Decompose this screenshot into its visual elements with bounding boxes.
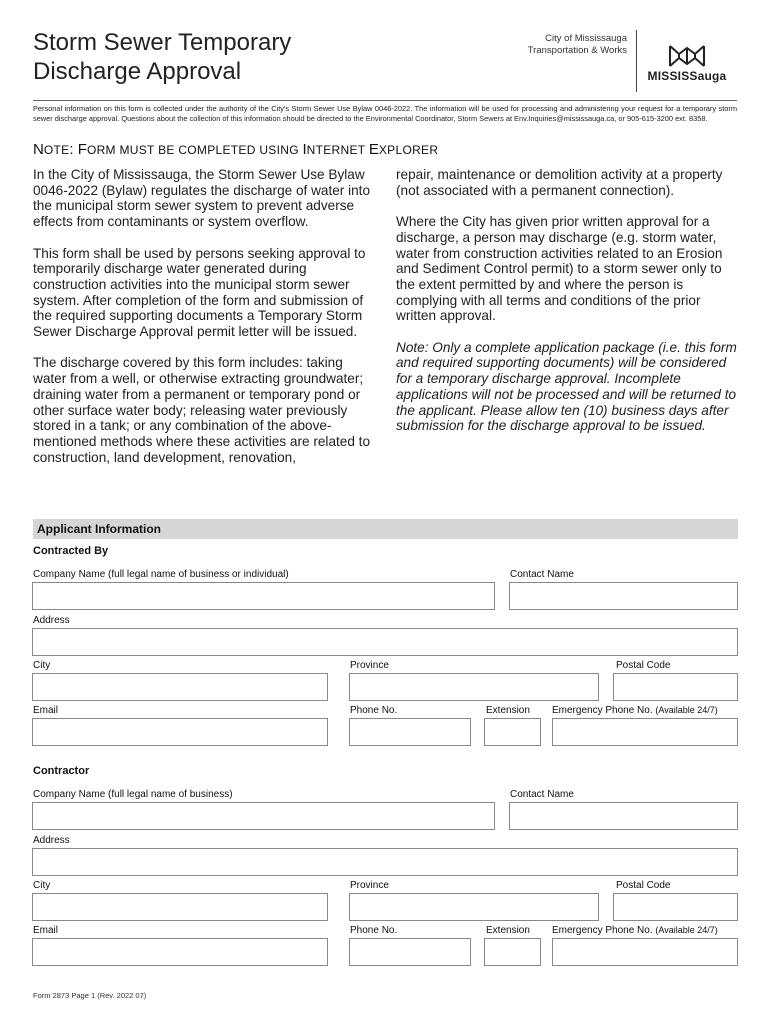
cb-postal-code-input[interactable] — [613, 673, 738, 701]
ct-city-label: City — [33, 880, 51, 891]
cb-city-label: City — [33, 660, 51, 671]
cb-extension-input[interactable] — [484, 718, 541, 746]
ct-emergency-label: Emergency Phone No. (Available 24/7) — [552, 925, 718, 936]
header-divider — [636, 30, 637, 92]
cb-company-label: Company Name (full legal name of business or individual) — [33, 569, 289, 580]
cb-address-label: Address — [33, 615, 70, 626]
ct-postal-code-input[interactable] — [613, 893, 738, 921]
contractor-heading: Contractor — [33, 765, 90, 777]
ct-company-label: Company Name (full legal name of business) — [33, 789, 233, 800]
intro-paragraph: This form shall be used by persons seeking approval to temporarily discharge water generated during construction activities into the municipal storm sewer system. After completion of the form and submission of the required supporting documents a Temporary Storm Sewer Discharge Approval permit letter will be issued. — [33, 245, 366, 340]
intro-paragraph: Where the City has given prior written approval for a discharge, a person may discharge (e.g. storm water, water from construction activities related to an Erosion and Sediment Control permit) to a storm sewer only to the extent permitted by and where the person is complying with all terms and conditions of the prior written approval. — [396, 214, 723, 324]
city-name: City of Mississauga — [545, 33, 627, 44]
application-note: Note: Only a complete application package (i.e. this form and required supporting documents) will be considered for a temporary discharge approval. Incomplete applications will not be processed and will be returned to the applicant. Please allow ten (10) business days after submission for the discharge approval to be issued. — [396, 339, 737, 434]
cb-province-input[interactable] — [349, 673, 599, 701]
ct-contact-name-input[interactable] — [509, 802, 738, 830]
contracted-by-heading: Contracted By — [33, 545, 109, 557]
cb-email-input[interactable] — [32, 718, 328, 746]
mississauga-logo — [643, 44, 731, 90]
city-department — [528, 33, 627, 57]
ct-address-input[interactable] — [32, 848, 738, 876]
cb-contact-name-input[interactable] — [509, 582, 738, 610]
privacy-notice: Personal information on this form is collected under the authority of the City's Storm Sewer Use Bylaw 0046-2022. The information will be used for processing and administering your request for a temporary storm sewer discharge approval. Questions about the collection of this information should be directed to the Environmental Coordinator, Storm Sewers at Env.Inquiries@mississauga.ca, or 905-615-3200 ext. 8358. — [33, 104, 737, 123]
cb-postal-label: Postal Code — [616, 660, 671, 671]
intro-paragraph: repair, maintenance or demolition activity at a property (not associated with a permanent connection). — [396, 167, 723, 198]
ct-province-label: Province — [350, 880, 389, 891]
ct-emergency-phone-input[interactable] — [552, 938, 738, 966]
ct-extension-input[interactable] — [484, 938, 541, 966]
intro-left-column — [33, 167, 378, 481]
cb-emergency-phone-input[interactable] — [552, 718, 738, 746]
intro-right-column — [396, 167, 741, 450]
ct-province-input[interactable] — [349, 893, 599, 921]
ct-postal-label: Postal Code — [616, 880, 671, 891]
ct-email-label: Email — [33, 925, 59, 936]
internet-explorer-note: NOTE: FORM MUST BE COMPLETED USING INTERNET EXPLORER — [33, 141, 439, 158]
cb-email-label: Email — [33, 705, 59, 716]
title-line-1: Storm Sewer Temporary — [33, 29, 292, 56]
cb-phone-label: Phone No. — [350, 705, 398, 716]
cb-contact-label: Contact Name — [510, 569, 574, 580]
ct-email-input[interactable] — [32, 938, 328, 966]
cb-emergency-label: Emergency Phone No. (Available 24/7) — [552, 705, 718, 716]
form-title — [33, 28, 291, 86]
cb-extension-label: Extension — [486, 705, 530, 716]
cb-city-input[interactable] — [32, 673, 328, 701]
applicant-information-header: Applicant Information — [33, 519, 738, 539]
ct-extension-label: Extension — [486, 925, 530, 936]
ct-address-label: Address — [33, 835, 70, 846]
ct-city-input[interactable] — [32, 893, 328, 921]
intro-paragraph: In the City of Mississauga, the Storm Sewer Use Bylaw 0046-2022 (Bylaw) regulates the discharge of water into the municipal storm sewer system to prevent adverse effects from contaminants or system overflow. — [33, 167, 371, 230]
ct-phone-label: Phone No. — [350, 925, 398, 936]
mississauga-logo-icon — [667, 44, 707, 68]
form-footer: Form 2873 Page 1 (Rev. 2022 07) — [33, 991, 147, 1000]
cb-address-input[interactable] — [32, 628, 738, 656]
ct-contact-label: Contact Name — [510, 789, 574, 800]
intro-paragraph: The discharge covered by this form includes: taking water from a well, or otherwise extracting groundwater; draining water from a permanent or temporary pond or other surface water body; releasing water previously stored in a tank; or any combination of the above-mentioned methods where these activities are related to construction, land development, renovation, — [33, 355, 371, 465]
cb-company-name-input[interactable] — [32, 582, 495, 610]
header-rule — [33, 100, 737, 101]
ct-company-name-input[interactable] — [32, 802, 495, 830]
department-name: Transportation & Works — [527, 45, 627, 56]
title-line-2: Discharge Approval — [33, 58, 242, 85]
cb-province-label: Province — [350, 660, 389, 671]
ct-phone-input[interactable] — [349, 938, 471, 966]
cb-phone-input[interactable] — [349, 718, 471, 746]
logo-wordmark: MISSISSauga — [647, 69, 727, 83]
